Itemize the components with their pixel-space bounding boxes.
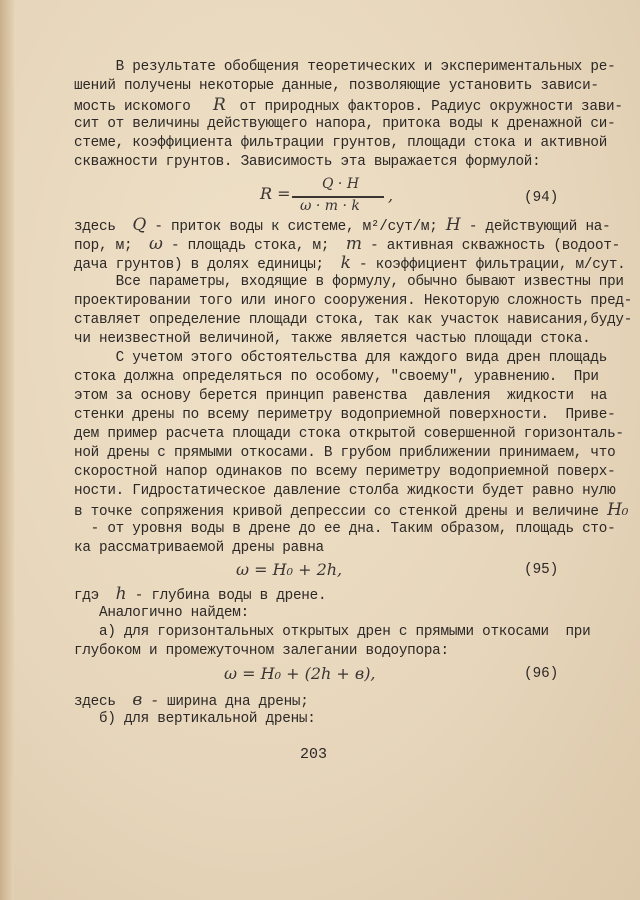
text-line: Аналогично найдем: xyxy=(74,605,249,621)
text-line: здесь Q - приток воды к системе, м²/сут/м; H - действующий на- xyxy=(74,215,611,235)
text-line: скоростной напор одинаков по всему периметру водоприемной поверх- xyxy=(74,464,616,480)
symbol-Q: Q xyxy=(132,215,147,235)
text-line: глубоком и промежуточном залегании водоупора: xyxy=(74,643,449,659)
equation-number-96: (96) xyxy=(524,666,559,682)
symbol-omega: ω xyxy=(148,234,163,254)
text-line: стока должна определяться по особому, "своему", уравнению. При xyxy=(74,369,599,385)
formula-94-denominator: ω · m · k xyxy=(300,198,360,214)
text-line: б) для вертикальной дрены: xyxy=(74,711,316,727)
page-number: 203 xyxy=(300,746,328,763)
symbol-H0: H₀ xyxy=(607,500,629,520)
text-line: проектировании того или иного сооружения. Некоторую сложность пред- xyxy=(74,293,633,309)
page-edge-shadow xyxy=(0,0,14,900)
formula-94-lhs: R = xyxy=(260,184,291,203)
text-line: дем пример расчета площади стока открытой совершенной горизонталь- xyxy=(74,426,624,442)
text-line: стенки дрены по всему периметру водоприемной поверхности. Приве- xyxy=(74,407,616,423)
text-line: ка рассматриваемой дрены равна xyxy=(74,540,324,556)
text-line: мость искомого R от природных факторов. Радиус окружности зави- xyxy=(74,95,623,115)
text-line: шений получены некоторые данные, позволяющие установить зависи- xyxy=(74,78,599,94)
symbol-m: m xyxy=(345,234,362,254)
text-line: скважности грунтов. Зависимость эта выражается формулой: xyxy=(74,154,541,170)
text-line: гдэ h - глубина воды в дрене. xyxy=(74,584,327,604)
text-line: в точке сопряжения кривой депрессии со стенкой дрены и величине H₀ xyxy=(74,500,629,520)
symbol-h: h xyxy=(115,584,127,604)
text-line: сит от величины действующего напора, притока воды к дренажной си- xyxy=(74,116,616,132)
formula-96: ω = H₀ + (2h + в), xyxy=(224,664,376,683)
text-line: В результате обобщения теоретических и экспериментальных ре- xyxy=(74,59,616,75)
text-line: ставляет определение площади стока, так как участок нависания,буду- xyxy=(74,312,633,328)
text-line: ности. Гидростатическое давление столба жидкости будет равно нулю xyxy=(74,483,616,499)
text-line: стеме, коэффициента фильтрации грунтов, площади стока и активной xyxy=(74,135,608,151)
formula-94-comma: , xyxy=(388,186,394,205)
symbol-k: k xyxy=(340,253,351,273)
text-line: ной дрены с прямыми откосами. В грубом приближении принимаем, что xyxy=(74,445,616,461)
symbol-b: в xyxy=(132,690,142,710)
text-line: здесь в - ширина дна дрены; xyxy=(74,690,309,710)
text-line: этом за основу берется принцип равенства давления жидкости на xyxy=(74,388,608,404)
equation-number-95: (95) xyxy=(524,562,559,578)
text-line: дача грунтов) в долях единицы; k - коэффициент фильтрации, м/сут. xyxy=(74,253,626,273)
text-line: - от уровня воды в дрене до ее дна. Таким образом, площадь сто- xyxy=(74,521,616,537)
symbol-H: H xyxy=(445,215,461,235)
symbol-R: R xyxy=(212,95,226,115)
text-line: а) для горизонтальных открытых дрен с прямыми откосами при xyxy=(74,624,591,640)
formula-95: ω = H₀ + 2h, xyxy=(236,560,343,579)
text-line: Все параметры, входящие в формулу, обычно бывают известны при xyxy=(74,274,624,290)
text-line: С учетом этого обстоятельства для каждого вида дрен площадь xyxy=(74,350,608,366)
text-line: пор, м; ω - площадь стока, м; m - активная скважность (водоот- xyxy=(74,234,620,254)
text-line: чи неизвестной величиной, также является частью площади стока. xyxy=(74,331,591,347)
formula-94-numerator: Q · H xyxy=(322,176,360,192)
equation-number-94: (94) xyxy=(524,190,559,206)
